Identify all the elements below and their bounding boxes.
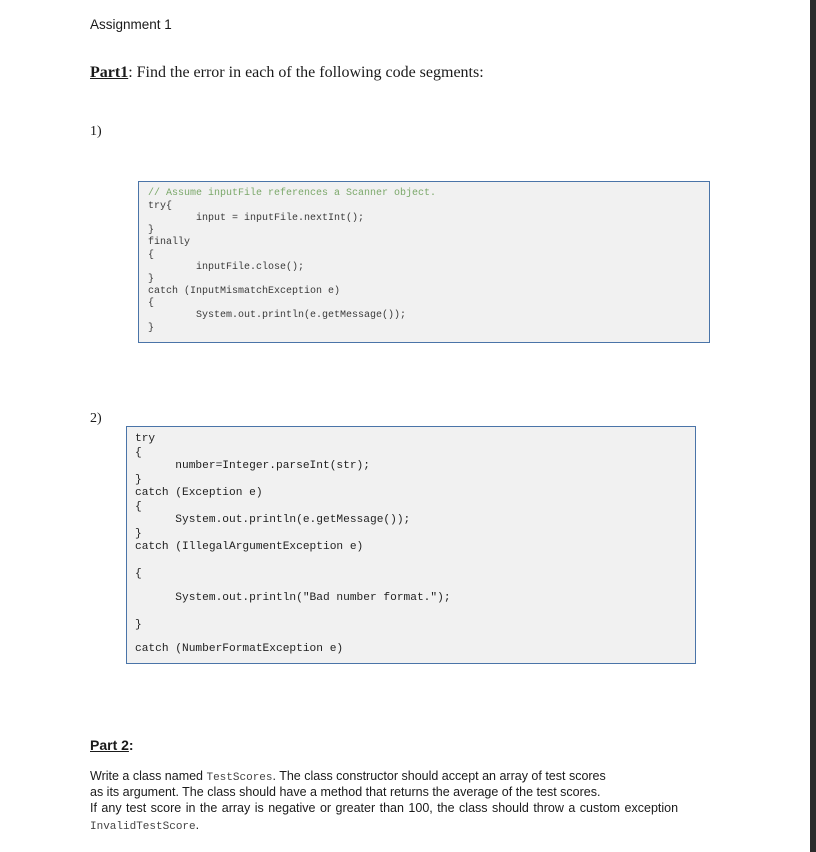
code-line: catch (NumberFormatException e) bbox=[135, 643, 344, 655]
code-line: try{ bbox=[148, 201, 173, 212]
part2-line-3: If any test score in the array is negative or greater than 100, the class should throw a custom exception bbox=[90, 801, 679, 815]
part1-heading bbox=[90, 64, 484, 82]
code-line: { bbox=[135, 501, 142, 513]
part2-suffix: : bbox=[128, 737, 134, 753]
code-line: { bbox=[148, 298, 155, 309]
code-line: } bbox=[148, 225, 155, 236]
code-line: { bbox=[135, 447, 142, 459]
code-line: catch (IllegalArgumentException e) bbox=[135, 541, 364, 553]
code-line: catch (InputMismatchException e) bbox=[148, 286, 341, 297]
exception-name-code: InvalidTestScore bbox=[90, 821, 196, 833]
code-line: input = inputFile.nextInt(); bbox=[148, 213, 365, 224]
part2-line-2: as its argument. The class should have a method that returns the average of the test scores. bbox=[90, 785, 601, 799]
code-line: } bbox=[148, 274, 155, 285]
code-line: inputFile.close(); bbox=[148, 262, 305, 273]
class-name-code: TestScores bbox=[206, 772, 273, 784]
part1-instruction: : Find the error in each of the following code segments: bbox=[128, 64, 484, 81]
code-line: System.out.println(e.getMessage()); bbox=[148, 310, 407, 321]
part2-line-1 bbox=[90, 769, 606, 784]
document-title: Assignment 1 bbox=[90, 17, 172, 32]
code-line: } bbox=[135, 619, 142, 631]
code-line: { bbox=[135, 568, 142, 580]
part1-label: Part1 bbox=[90, 64, 129, 81]
text-run: . bbox=[195, 818, 200, 832]
code-line: System.out.println(e.getMessage()); bbox=[135, 514, 411, 526]
page-edge-bar bbox=[810, 0, 816, 852]
code-line: System.out.println("Bad number format."); bbox=[135, 592, 451, 604]
part2-label: Part 2 bbox=[90, 737, 129, 753]
text-run: Write a class named bbox=[90, 769, 207, 783]
code-line: } bbox=[148, 323, 155, 334]
part2-line-4 bbox=[90, 818, 199, 833]
code-block-1 bbox=[138, 181, 710, 343]
question-2-number: 2) bbox=[90, 411, 102, 426]
code-line: finally bbox=[148, 237, 191, 248]
code-line: catch (Exception e) bbox=[135, 487, 263, 499]
code-line: } bbox=[135, 474, 142, 486]
text-run: . The class constructor should accept an array of test scores bbox=[272, 769, 606, 783]
code-line: // Assume inputFile references a Scanner object. bbox=[148, 188, 437, 199]
question-1-number: 1) bbox=[90, 124, 102, 139]
code-line: number=Integer.parseInt(str); bbox=[135, 460, 370, 472]
code-block-2 bbox=[126, 426, 696, 664]
code-line: try bbox=[135, 433, 156, 445]
code-line: { bbox=[148, 250, 155, 261]
code-line: } bbox=[135, 528, 142, 540]
part2-heading bbox=[90, 737, 134, 753]
